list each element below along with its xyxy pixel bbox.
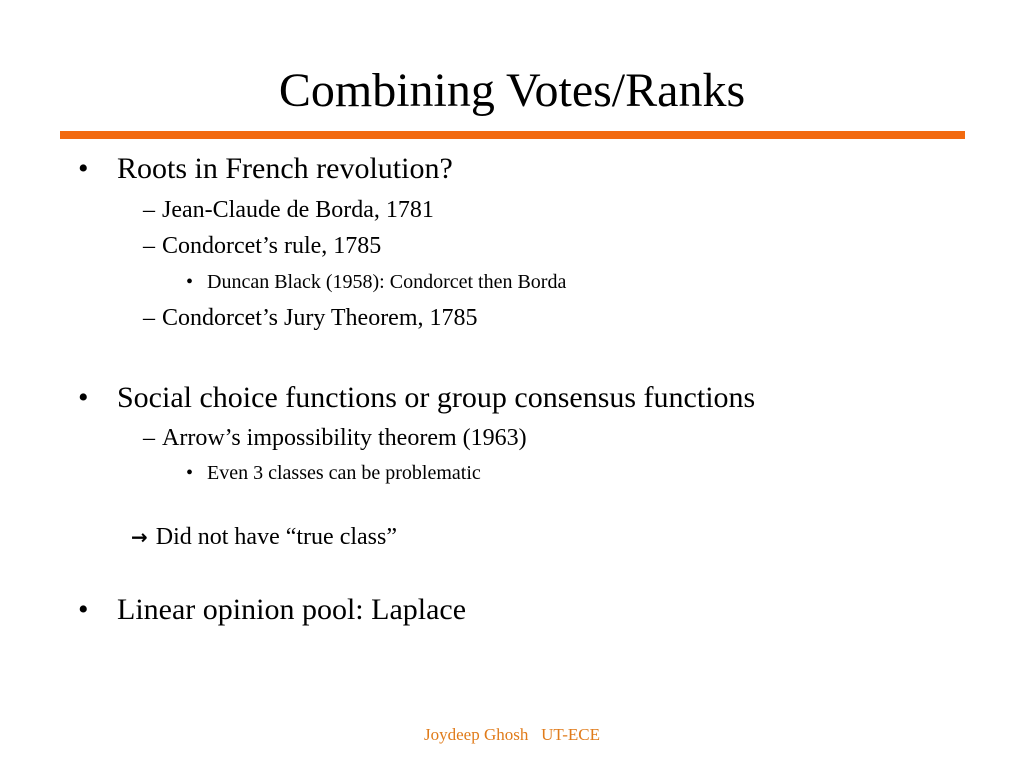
bullet-marker: • [186, 462, 194, 484]
dash-marker: – [143, 425, 155, 451]
title-divider [60, 131, 965, 139]
dash-marker: – [143, 197, 155, 223]
bullet-text: Linear opinion pool: Laplace [117, 593, 467, 626]
sub-bullet-text: Condorcet’s rule, 1785 [162, 233, 382, 259]
slide-footer: Joydeep Ghosh UT-ECE [424, 725, 600, 744]
bullet-marker: • [78, 381, 89, 414]
bullet-marker: • [78, 593, 89, 626]
sub-sub-bullet-text: Duncan Black (1958): Condorcet then Borda [207, 271, 567, 293]
sub-sub-bullet-text: Even 3 classes can be problematic [207, 462, 481, 484]
sub-bullet-text: Condorcet’s Jury Theorem, 1785 [162, 305, 478, 331]
bullet-text: Roots in French revolution? [117, 152, 453, 185]
bullet-marker: • [78, 152, 89, 185]
bullet-marker: • [186, 271, 194, 293]
right-arrow-icon: → [131, 525, 148, 549]
arrow-note [131, 522, 397, 552]
dash-marker: – [143, 233, 155, 259]
dash-marker: – [143, 305, 155, 331]
slide-title: Combining Votes/Ranks [278, 64, 746, 117]
arrow-note-text: Did not have “true class” [155, 524, 398, 550]
sub-bullet-text: Jean-Claude de Borda, 1781 [162, 197, 434, 223]
bullet-text: Social choice functions or group consensus functions [117, 381, 756, 414]
sub-bullet-text: Arrow’s impossibility theorem (1963) [162, 425, 527, 451]
